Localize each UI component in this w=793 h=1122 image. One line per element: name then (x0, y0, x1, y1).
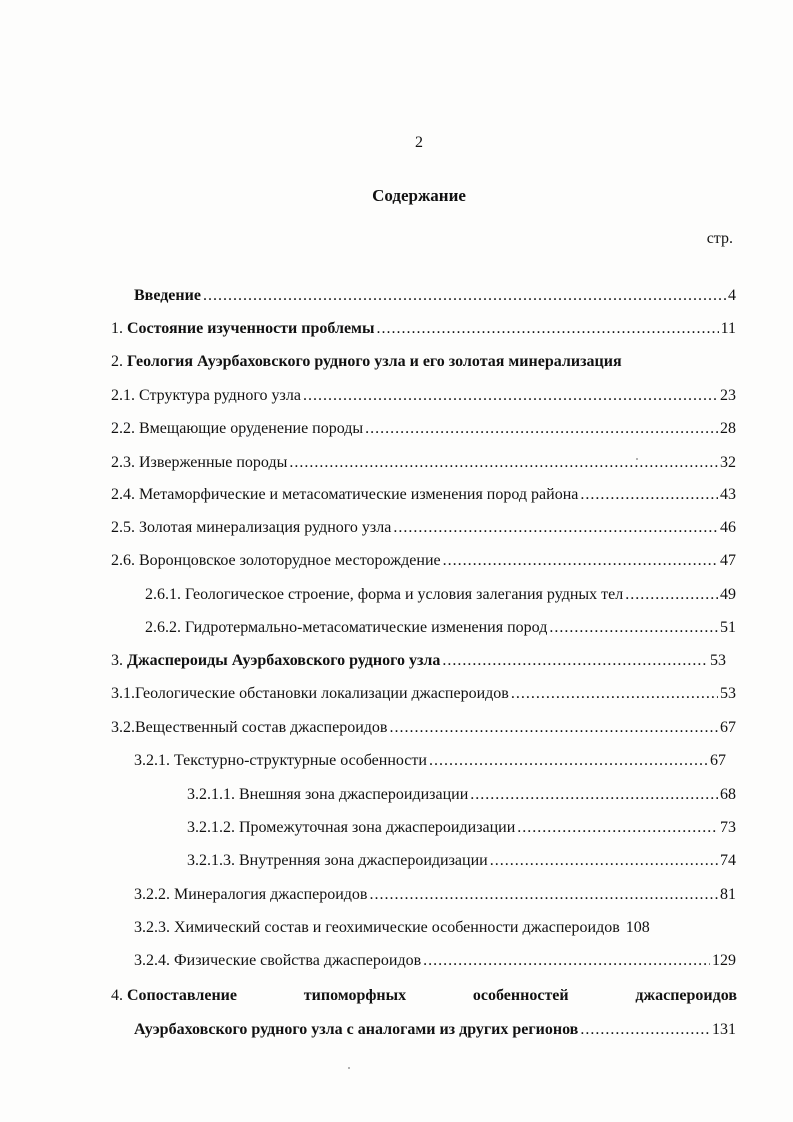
toc-page: 51 (720, 619, 736, 636)
toc-title: Введение (134, 287, 201, 304)
toc-number: 4. (111, 987, 127, 1004)
toc-title: Состояние изученности проблемы (127, 320, 375, 337)
toc-number: 2.6.1. (145, 586, 185, 603)
toc-page: 43 (720, 486, 736, 503)
toc-entry-4-word-4: джаспероидов (635, 987, 737, 1004)
dot-leader (389, 718, 718, 738)
toc-entry-3-2-1-3[interactable] (187, 851, 736, 871)
toc-page: 4 (728, 287, 736, 304)
dot-leader (470, 785, 718, 805)
toc-entry-2-5[interactable] (111, 518, 736, 538)
toc-entry-3-2[interactable] (111, 718, 736, 738)
toc-page: 108 (625, 919, 650, 936)
dot-leader (289, 453, 718, 473)
toc-title: Геология Ауэрбаховского рудного узла и его золотая минерализация (127, 353, 622, 370)
toc-title: Геологическое строение, форма и условия залегания рудных тел (185, 586, 624, 603)
page-number: 2 (415, 134, 423, 151)
toc-entry-4-word-1: 4. Сопоставление (111, 987, 237, 1004)
toc-title: Золотая минерализация рудного узла (139, 519, 392, 536)
toc-title: Внешняя зона джаспероидизации (239, 786, 469, 803)
toc-number: 2.1. (111, 387, 139, 404)
toc-entry-4-line1[interactable] (111, 987, 737, 1005)
toc-page: 67 (710, 752, 726, 769)
toc-title: Воронцовское золоторудное месторождение (139, 552, 441, 569)
toc-number: 2.6. (111, 552, 139, 569)
toc-title: Ауэрбаховского рудного узла с аналогами из других регионов (134, 1021, 579, 1038)
dot-leader (490, 851, 718, 871)
toc-entry-3-2-1-1[interactable] (187, 785, 736, 805)
dot-leader (443, 551, 718, 571)
toc-entry-2-6-1[interactable] (145, 585, 736, 605)
toc-title: Минералогия джаспероидов (174, 886, 368, 903)
toc-title: Промежуточная зона джаспероидизации (239, 819, 516, 836)
toc-title: Геологические обстановки локализации джаспероидов (135, 685, 509, 702)
toc-page: 49 (720, 586, 736, 603)
toc-title: Химический состав и геохимические особенности джаспероидов (174, 919, 620, 936)
toc-entry-2-2[interactable] (111, 419, 736, 439)
toc-number: 3.2.1.1. (187, 786, 239, 803)
dot-leader (580, 485, 718, 505)
toc-page: 74 (720, 852, 736, 869)
toc-page: 28 (720, 420, 736, 437)
dot-leader (365, 419, 718, 439)
toc-number: 3.2.1.2. (187, 819, 239, 836)
toc-entry-3-2-1-2[interactable] (187, 818, 736, 838)
toc-title: Структура рудного узла (139, 387, 301, 404)
toc-entry-3-2-4[interactable] (134, 951, 736, 971)
toc-title: Физические свойства джаспероидов (174, 952, 422, 969)
toc-number: 2.2. (111, 420, 139, 437)
dot-leader (423, 951, 710, 971)
toc-page: 67 (720, 719, 736, 736)
toc-entry-3-2-2[interactable] (134, 885, 736, 905)
toc-number: 3.1. (111, 685, 135, 702)
toc-entry-3-2-1[interactable] (134, 751, 726, 771)
scan-speck (636, 458, 638, 460)
dot-leader (203, 286, 726, 306)
toc-number: 3.2.2. (134, 886, 174, 903)
toc-title: Изверженные породы (139, 454, 288, 471)
toc-number: 3.2.4. (134, 952, 174, 969)
toc-entry-3[interactable] (111, 651, 726, 671)
toc-number: 3. (111, 652, 127, 669)
dot-leader (303, 386, 718, 406)
toc-page: 46 (720, 519, 736, 536)
toc-entry-4-word-3: особенностей (472, 987, 569, 1004)
toc-page: 53 (710, 652, 726, 669)
toc-title: Текстурно-структурные особенности (174, 752, 427, 769)
toc-entry-4-line2[interactable] (134, 1020, 736, 1040)
toc-title: Гидротермально-метасоматические изменения пород (185, 619, 548, 636)
toc-entry-2-3[interactable] (111, 453, 736, 473)
toc-number: 2.4. (111, 486, 139, 503)
toc-number: 2.5. (111, 519, 139, 536)
toc-entry-2-4[interactable] (111, 485, 736, 505)
toc-page: 81 (720, 886, 736, 903)
dot-leader (429, 751, 708, 771)
page-title: Содержание (372, 186, 466, 205)
toc-entry-3-1[interactable] (111, 684, 736, 704)
toc-entry-2-6-2[interactable] (145, 618, 736, 638)
toc-title: Джаспероиды Ауэрбаховского рудного узла (127, 652, 441, 669)
toc-number: 2. (111, 353, 127, 370)
toc-number: 2.3. (111, 454, 139, 471)
dot-leader (549, 618, 718, 638)
dot-leader (442, 651, 708, 671)
toc-page: 11 (720, 320, 736, 337)
toc-number: 3.2.1.3. (187, 852, 239, 869)
toc-number: 1. (111, 320, 127, 337)
dot-leader (580, 1020, 710, 1040)
toc-entry-1[interactable] (111, 319, 736, 339)
toc-title: Внутренняя зона джаспероидизации (239, 852, 488, 869)
toc-number: 2.6.2. (145, 619, 185, 636)
toc-page: 53 (720, 685, 736, 702)
toc-entry-3-2-3[interactable] (134, 918, 736, 938)
toc-title: Метаморфические и метасоматические изменения пород района (139, 486, 579, 503)
toc-entry-2-6[interactable] (111, 551, 736, 571)
toc-page: 47 (720, 552, 736, 569)
page-column-label: стр. (706, 230, 733, 247)
toc-number: 3.2.3. (134, 919, 174, 936)
scan-speck (348, 1067, 350, 1069)
dot-leader (511, 684, 718, 704)
dot-leader (376, 319, 718, 339)
toc-title: Вещественный состав джаспероидов (135, 719, 388, 736)
toc-entry-4-word-2: типоморфных (303, 987, 407, 1004)
dot-leader (517, 818, 718, 838)
dot-leader (393, 518, 718, 538)
toc-title: Вмещающие оруденение породы (139, 420, 364, 437)
toc-page: 131 (712, 1021, 736, 1038)
toc-entry-2-1[interactable] (111, 386, 736, 406)
dot-leader (369, 885, 718, 905)
toc-number: 3.2.1. (134, 752, 174, 769)
toc-number: 3.2. (111, 719, 135, 736)
dot-leader (625, 585, 718, 605)
toc-entry-2[interactable] (111, 352, 736, 372)
toc-entry-introduction[interactable] (134, 286, 736, 306)
toc-page: 129 (712, 952, 736, 969)
toc-page: 73 (720, 819, 736, 836)
toc-page: 68 (720, 786, 736, 803)
toc-page: 32 (720, 454, 736, 471)
toc-page: 23 (720, 387, 736, 404)
